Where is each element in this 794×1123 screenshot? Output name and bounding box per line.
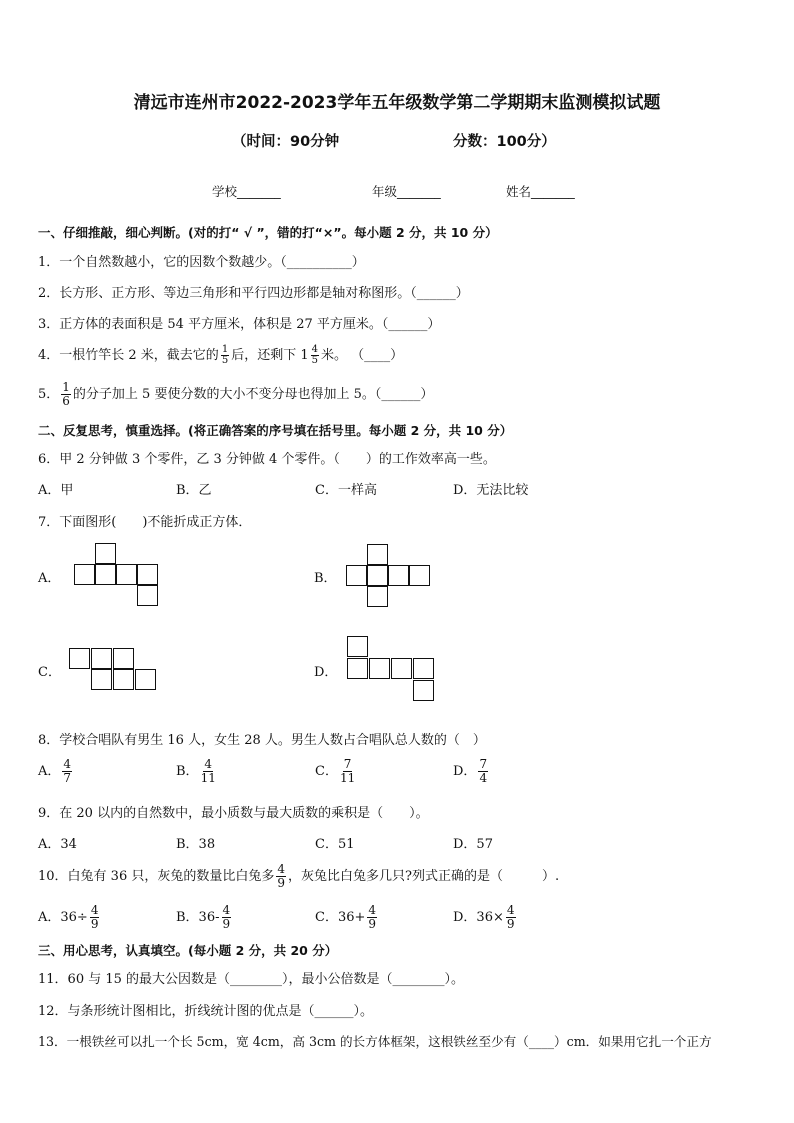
fraction: $\frac{4}{9}$ — [368, 903, 377, 931]
question-13: 13．一根铁丝可以扎一个长 5cm，宽 4cm，高 3cm 的长方体框架，这根铁丝至少有（____）cm．如果用它扎一个正方 — [38, 1034, 712, 1049]
question-12: 12．与条形统计图相比，折线统计图的优点是（______）。 — [38, 1004, 374, 1019]
name-field: 姓名_______ — [506, 184, 575, 199]
option-a: A． $\frac{4}{7}$ — [38, 757, 72, 785]
page-title: 清远市连州市2022-2023学年五年级数学第二学期期末监测模拟试题 — [133, 93, 661, 113]
option-b: B．38 — [176, 837, 216, 852]
option-d: D．57 — [453, 837, 493, 852]
option-a: A．36÷ $\frac{4}{9}$ — [38, 903, 99, 931]
fraction: $\frac{1}{5}$ — [221, 343, 229, 366]
q4-text-a: 4．一根竹竿长 2 米，截去它的 — [38, 348, 219, 363]
fraction: $\frac{4}{9}$ — [90, 903, 99, 931]
fraction: $\frac{1}{6}$ — [62, 380, 70, 408]
exam-score: 分数：100分） — [453, 134, 556, 150]
grade-field: 年级_______ — [372, 184, 441, 199]
school-field: 学校_______ — [212, 184, 281, 199]
q4-text-c: 米。 （____） — [320, 348, 404, 363]
question-3: 3．正方体的表面积是 54 平方厘米，体积是 27 平方厘米。（______） — [38, 317, 441, 332]
exam-time: （时间：90分钟 — [232, 134, 340, 150]
fraction: $\frac{4}{7}$ — [63, 757, 72, 785]
question-11: 11．60 与 15 的最大公因数是（________），最小公倍数是（________）。 — [38, 972, 465, 987]
option-b: B． $\frac{4}{11}$ — [176, 757, 216, 785]
section-heading: 二、反复思考，慎重选择。(将正确答案的序号填在括号里。每小题 2 分，共 10 分） — [38, 423, 513, 438]
question-9: 9．在 20 以内的自然数中，最小质数与最大质数的乘积是（ ）。 — [38, 806, 429, 821]
fraction: $\frac{4}{9}$ — [506, 903, 515, 931]
question-8: 8．学校合唱队有男生 16 人，女生 28 人。男生人数占合唱队总人数的（ ） — [38, 733, 486, 748]
option-c: C． $\frac{7}{11}$ — [315, 757, 356, 785]
question-4 — [38, 342, 403, 370]
question-6: 6．甲 2 分钟做 3 个零件，乙 3 分钟做 4 个零件。（ ）的工作效率高一些。 — [38, 452, 496, 467]
option-c: C．36+ $\frac{4}{9}$ — [315, 903, 377, 931]
fraction: $\frac{7}{11}$ — [339, 757, 356, 785]
option-d: D． $\frac{7}{4}$ — [453, 757, 488, 785]
fraction: $\frac{4}{9}$ — [277, 862, 285, 890]
option-c: C． — [38, 665, 61, 680]
option-b: B． — [314, 571, 337, 586]
question-7: 7．下面图形( )不能折成正方体． — [38, 515, 252, 530]
fraction: $\frac{4}{9}$ — [222, 903, 231, 931]
section-heading: 三、用心思考，认真填空。(每小题 2 分，共 20 分） — [38, 943, 338, 958]
option-a: A． — [38, 571, 61, 586]
section-heading: 一、仔细推敲，细心判断。(对的打“ √ ”，错的打“×”。每小题 2 分，共 10 分） — [38, 225, 498, 240]
question-1: 1．一个自然数越小，它的因数个数越少。（__________） — [38, 255, 365, 270]
option-c: C．一样高 — [315, 483, 377, 498]
option-b: B．乙 — [176, 483, 212, 498]
option-a: A．甲 — [38, 483, 74, 498]
option-d: D． — [314, 665, 338, 680]
option-a: A．34 — [38, 837, 77, 852]
question-5: 5． $\frac{1}{6}$ 的分子加上 5 要使分数的大小不变分母也得加上 5。（______） — [38, 380, 434, 408]
option-b: B．36- $\frac{4}{9}$ — [176, 903, 231, 931]
fraction: $\frac{4}{11}$ — [200, 757, 216, 785]
option-d: D．36× $\frac{4}{9}$ — [453, 903, 515, 931]
fraction: $\frac{7}{4}$ — [479, 757, 488, 785]
question-2: 2．长方形、正方形、等边三角形和平行四边形都是轴对称图形。（______） — [38, 286, 469, 301]
question-10: 10．白兔有 36 只，灰兔的数量比白兔多 $\frac{4}{9}$ ，灰兔比白兔多几只?列式正确的是（ ）. — [38, 862, 560, 890]
option-c: C．51 — [315, 837, 355, 852]
fraction: $\frac{4}{5}$ — [311, 343, 318, 366]
option-d: D．无法比较 — [453, 483, 529, 498]
q4-text-b: 后，还剩下 1 — [231, 348, 309, 363]
